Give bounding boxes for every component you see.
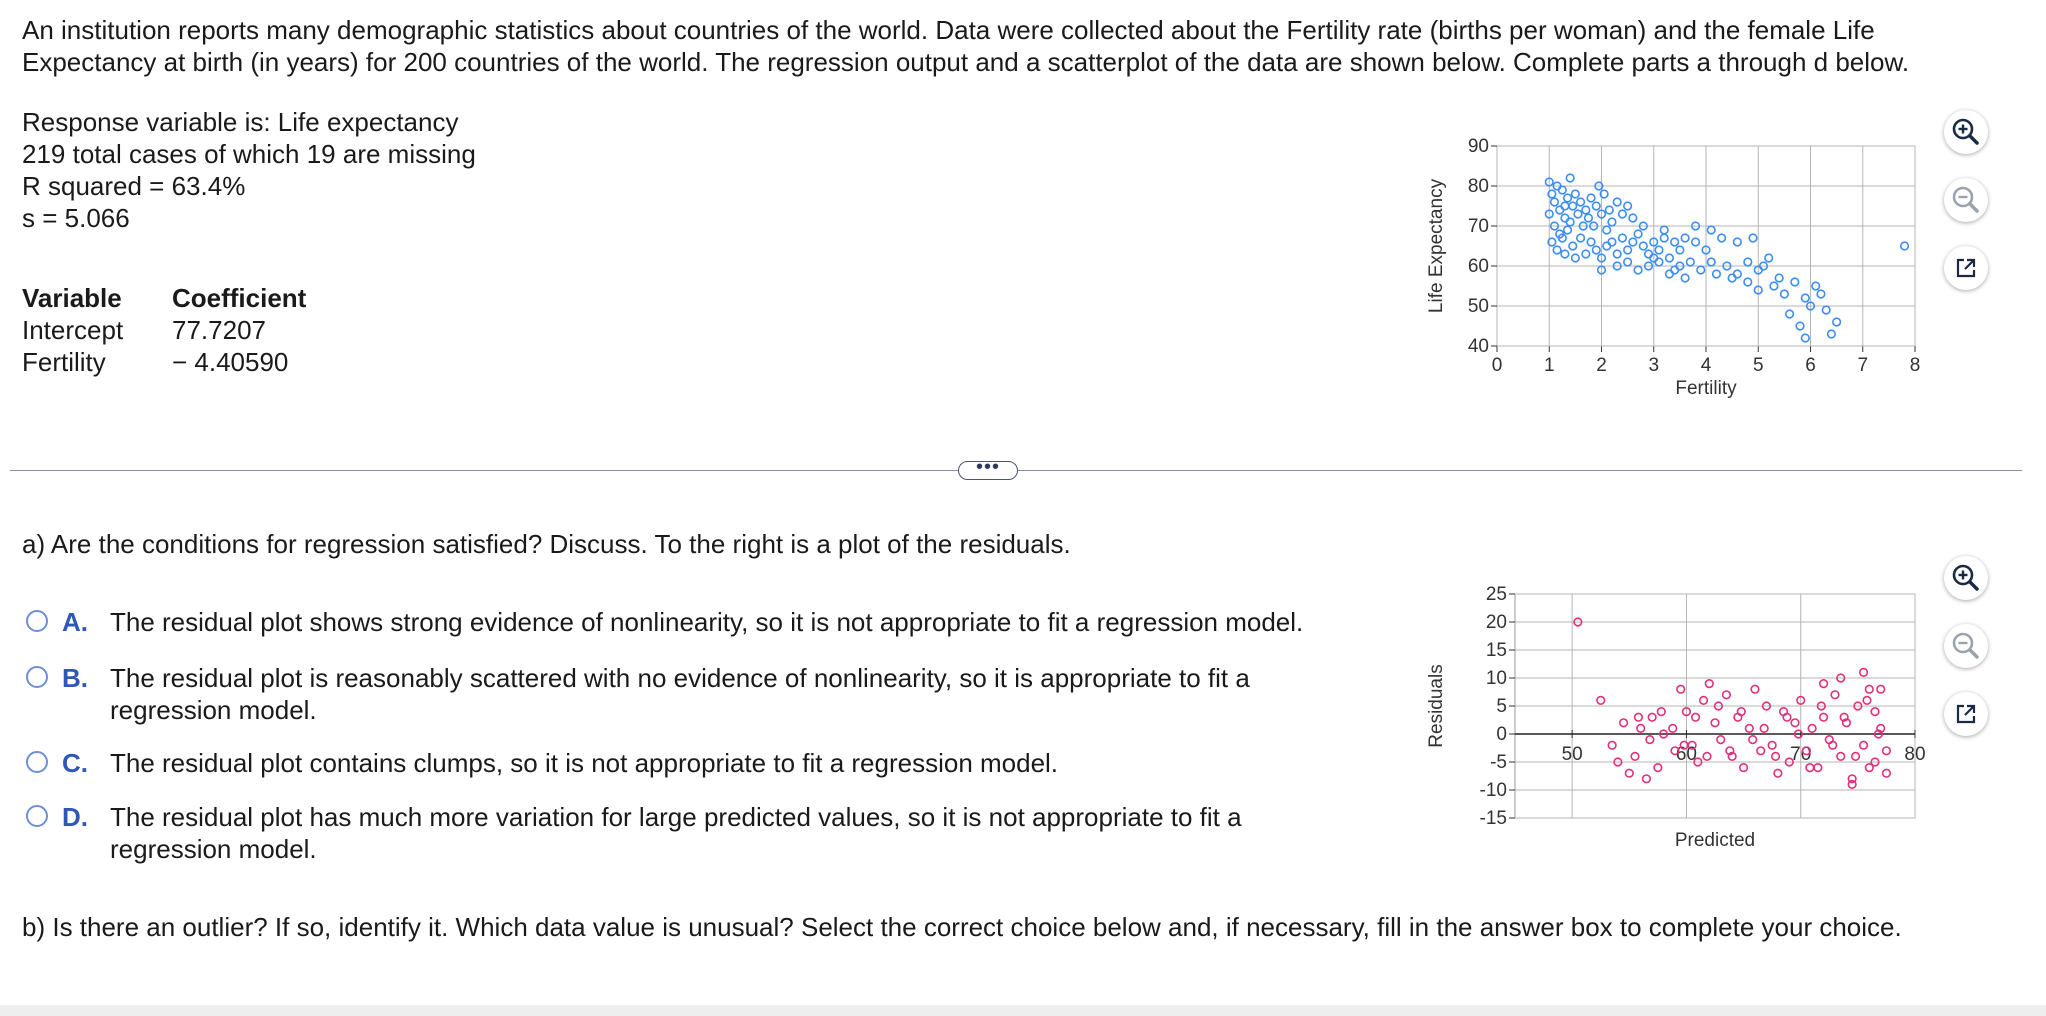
zoom-in-button[interactable]	[1944, 556, 1988, 600]
y-axis-label: Residuals	[1426, 664, 1447, 748]
radio-button[interactable]	[26, 666, 48, 688]
x-tick-label: 7	[1857, 355, 1869, 376]
zoom-out-icon	[1944, 624, 1988, 668]
radio-button[interactable]	[26, 751, 48, 773]
x-tick-label: 6	[1805, 355, 1816, 376]
radio-button[interactable]	[26, 805, 48, 827]
x-axis-label: Fertility	[1675, 378, 1737, 399]
x-tick-label: 3	[1648, 355, 1660, 376]
zoom-out-icon	[1944, 178, 1988, 222]
y-tick-label: 20	[1485, 612, 1507, 633]
x-tick-label: 2	[1596, 355, 1607, 376]
std-error: s = 5.066	[22, 203, 130, 233]
open-external-button[interactable]	[1944, 692, 1988, 736]
radio-button[interactable]	[26, 610, 48, 632]
option-text: The residual plot is reasonably scattered with no evidence of nonlinearity, so it is appropriate to fit a regression model.	[110, 663, 1250, 725]
y-tick-label: 10	[1485, 668, 1507, 689]
y-tick-label: 60	[1467, 256, 1489, 277]
y-tick-label: 80	[1467, 176, 1489, 197]
x-tick-label: 80	[1904, 744, 1926, 765]
question-a: a) Are the conditions for regression satisfied? Discuss. To the right is a plot of the residuals.	[22, 529, 1071, 559]
y-tick-label: 5	[1496, 696, 1507, 717]
question-b: b) Is there an outlier? If so, identify it. Which data value is unusual? Select the correct choice below and, if necessary, fill in the answer box to complete your choice.	[22, 912, 1902, 942]
zoom-in-icon	[1944, 556, 1988, 600]
x-tick-label: 4	[1700, 355, 1712, 376]
option-text: The residual plot shows strong evidence of nonlinearity, so it is not appropriate to fit a regression model.	[110, 607, 1304, 637]
y-tick-label: 0	[1496, 724, 1507, 745]
option-letter: C.	[62, 748, 88, 778]
zoom-in-icon	[1944, 110, 1988, 154]
header-variable: Variable	[22, 283, 122, 313]
row-variable: Fertility	[22, 347, 106, 377]
table-row	[22, 314, 306, 346]
option-letter: A.	[62, 607, 88, 637]
r-squared: R squared = 63.4%	[22, 171, 246, 201]
y-tick-label: -10	[1479, 780, 1507, 801]
residual-plot	[1420, 578, 1940, 858]
table-row	[22, 346, 306, 378]
row-variable: Intercept	[22, 315, 124, 345]
row-coefficient: − 4.40590	[172, 347, 289, 377]
total-cases: 219 total cases of which 19 are missing	[22, 139, 476, 169]
x-tick-label: 8	[1909, 355, 1921, 376]
zoom-out-button[interactable]	[1944, 178, 1988, 222]
table-header-row	[22, 282, 306, 314]
y-tick-label: -15	[1479, 808, 1507, 829]
zoom-out-button[interactable]	[1944, 624, 1988, 668]
regression-summary	[22, 106, 476, 234]
coefficient-table	[22, 282, 306, 378]
problem-intro: An institution reports many demographic statistics about countries of the world. Data were collected about the Fertility rate (births per woman) and the female Life Expectancy at birth (in years) for 200 countries of the world. The regression output and a scatterplot of the data are shown below. Complete parts a through d below.	[22, 15, 1910, 77]
zoom-in-button[interactable]	[1944, 110, 1988, 154]
y-tick-label: 15	[1485, 640, 1507, 661]
y-axis-label: Life Expectancy	[1426, 178, 1447, 314]
row-coefficient: 77.7207	[172, 315, 266, 345]
y-tick-label: 50	[1467, 296, 1489, 317]
x-tick-label: 5	[1752, 355, 1764, 376]
open-external-button[interactable]	[1944, 246, 1988, 290]
y-tick-label: -5	[1490, 752, 1507, 773]
x-axis-label: Predicted	[1674, 830, 1756, 851]
option-text: The residual plot has much more variation for large predicted values, so it is not appropriate to fit a regression model.	[110, 802, 1242, 864]
open-external-icon	[1944, 246, 1988, 290]
x-tick-label: 70	[1790, 744, 1812, 765]
x-tick-label: 60	[1675, 744, 1697, 765]
bottom-bar	[0, 1005, 2046, 1016]
header-coefficient: Coefficient	[172, 283, 307, 313]
expand-more-button[interactable]: •••	[958, 461, 1018, 480]
option-letter: D.	[62, 802, 88, 832]
x-tick-label: 0	[1491, 355, 1503, 376]
option-text: The residual plot contains clumps, so it is not appropriate to fit a regression model.	[110, 748, 1059, 778]
y-tick-label: 90	[1467, 136, 1489, 157]
x-tick-label: 1	[1543, 355, 1555, 376]
y-tick-label: 40	[1467, 336, 1489, 357]
y-tick-label: 70	[1467, 216, 1489, 237]
open-external-icon	[1944, 692, 1988, 736]
fertility-scatterplot	[1420, 130, 1940, 410]
response-variable: Response variable is: Life expectancy	[22, 107, 459, 137]
x-tick-label: 50	[1561, 744, 1583, 765]
y-tick-label: 25	[1485, 584, 1507, 605]
option-letter: B.	[62, 663, 88, 693]
